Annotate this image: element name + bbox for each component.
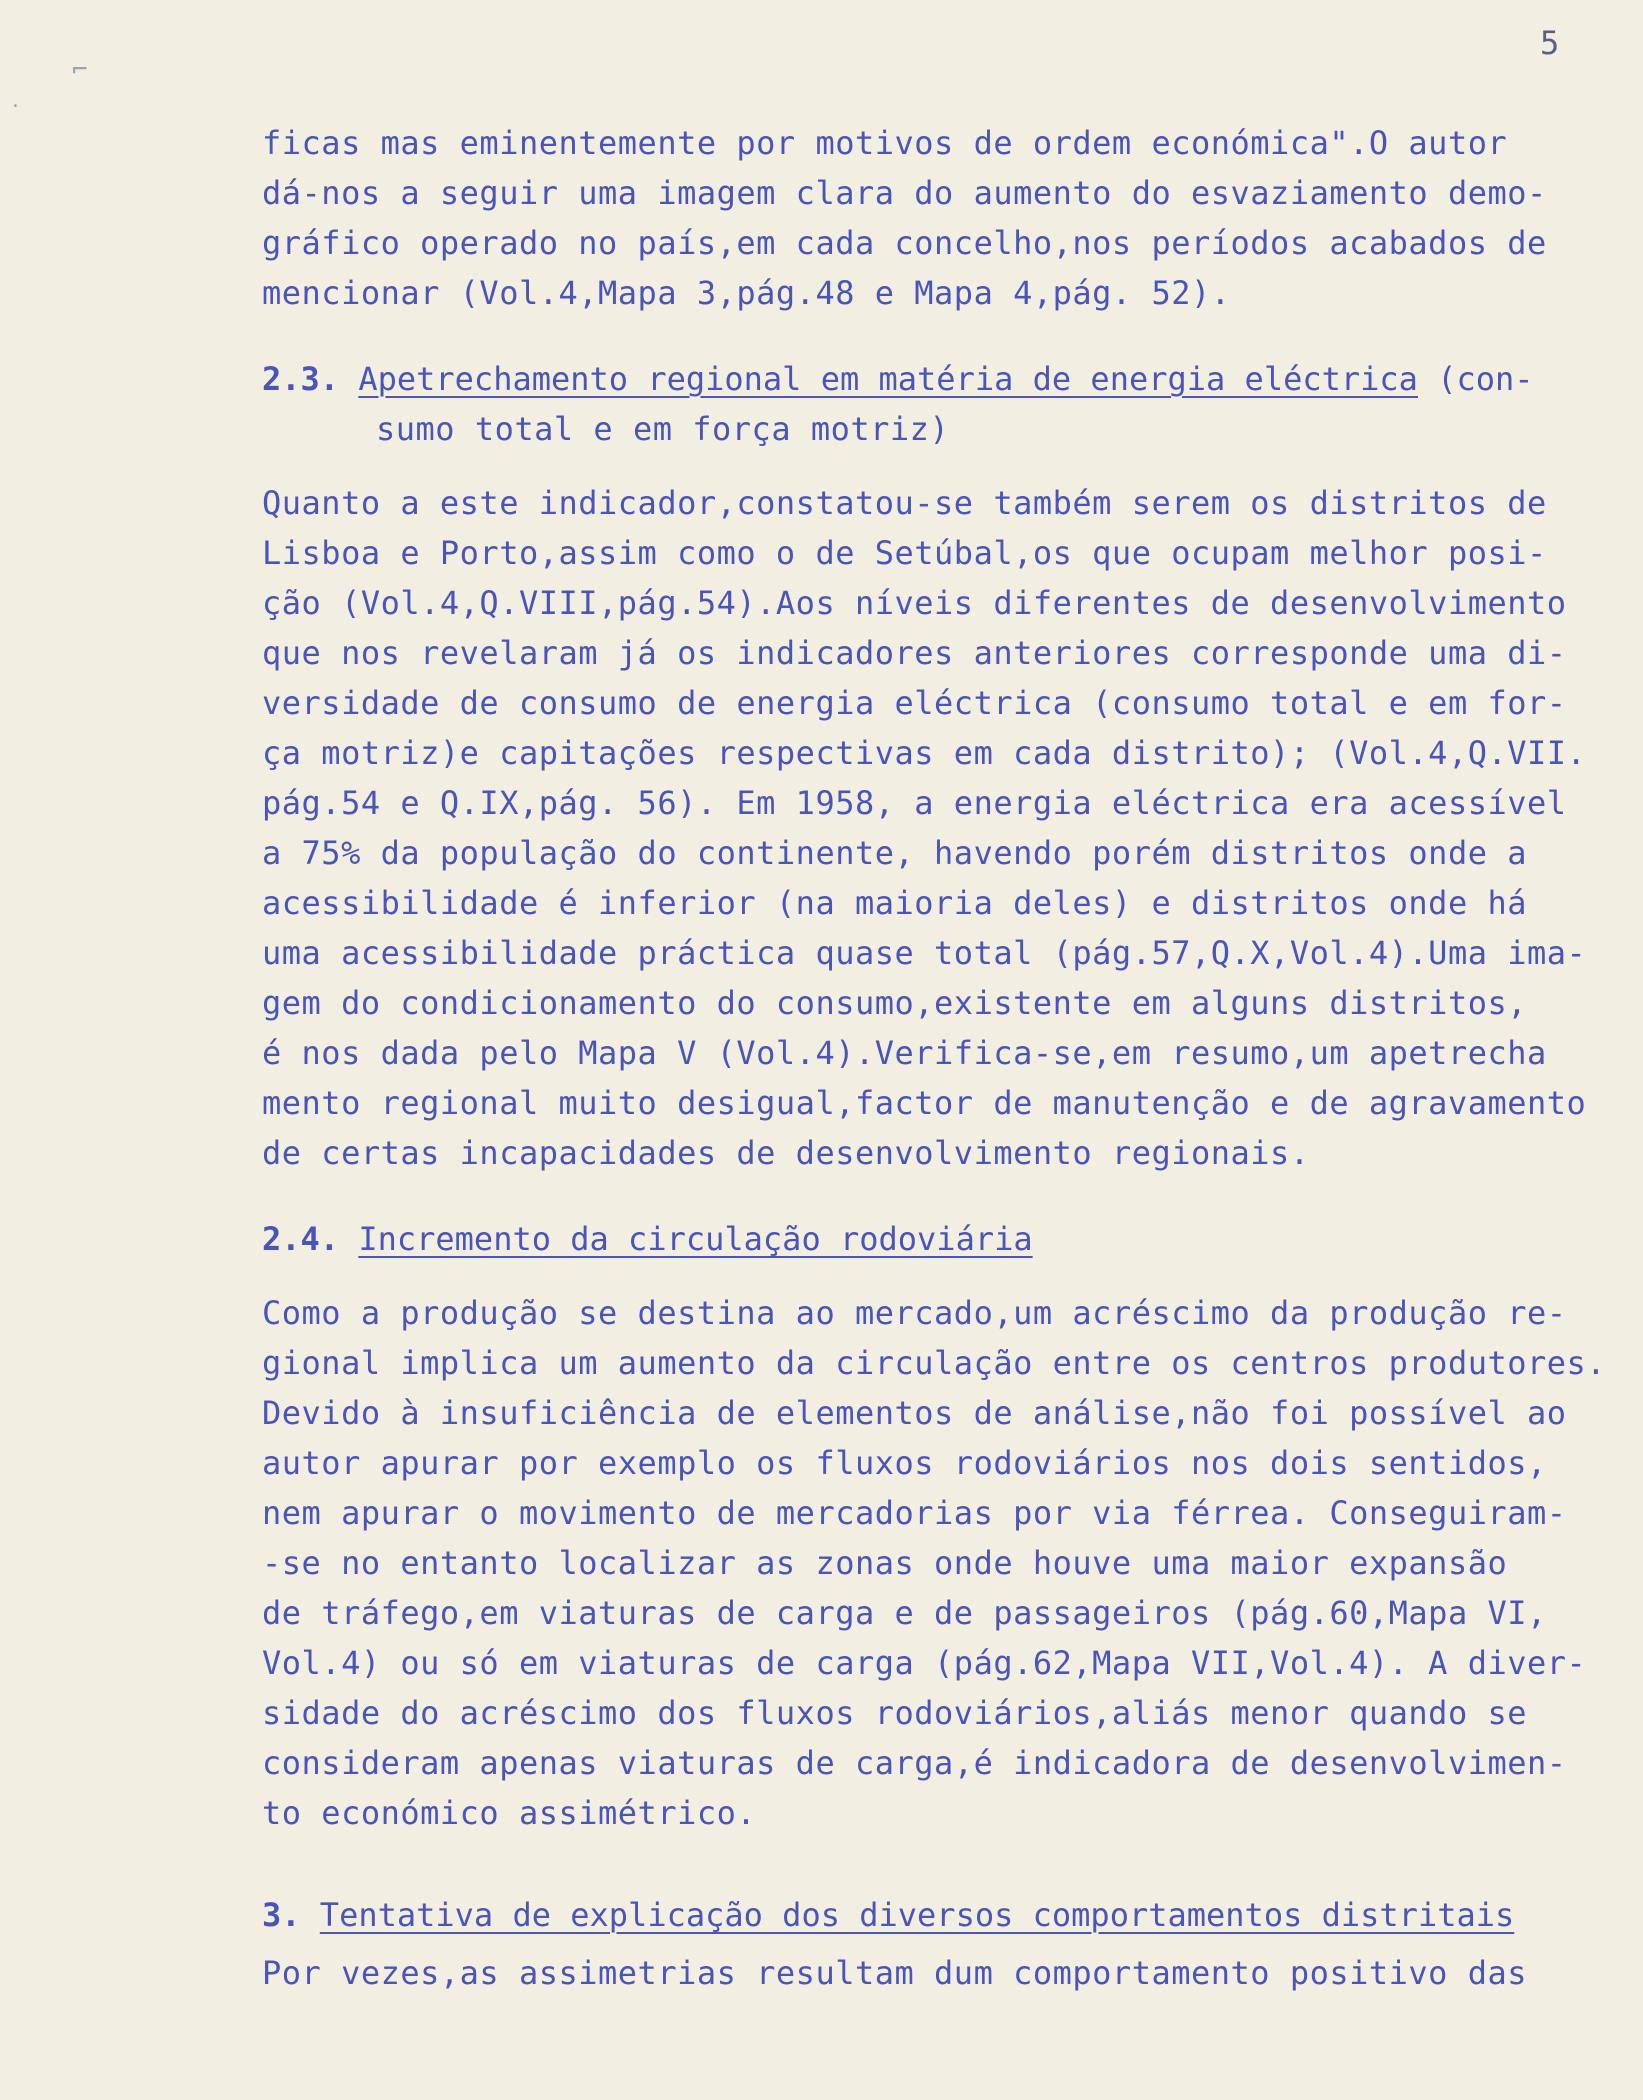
- text-line: -se no entanto localizar as zonas onde houve uma maior expansão: [262, 1544, 1508, 1582]
- text-line: Vol.4) ou só em viaturas de carga (pág.62,Mapa VII,Vol.4). A diver-: [262, 1644, 1587, 1682]
- section-number: 2.3.: [262, 360, 340, 398]
- section-title-continuation: sumo total e em força motriz): [376, 410, 950, 448]
- text-line: ção (Vol.4,Q.VIII,pág.54).Aos níveis diferentes de desenvolvimento: [262, 584, 1567, 622]
- text-line: de tráfego,em viaturas de carga e de passageiros (pág.60,Mapa VI,: [262, 1594, 1547, 1632]
- text-line: to económico assimétrico.: [262, 1794, 757, 1832]
- section-title: Tentativa de explicação dos diversos comportamentos distritais: [319, 1896, 1515, 1934]
- text-line: consideram apenas viaturas de carga,é indicadora de desenvolvimen-: [262, 1744, 1567, 1782]
- text-line: Como a produção se destina ao mercado,um acréscimo da produção re-: [262, 1294, 1567, 1332]
- text-line: gem do condicionamento do consumo,existente em alguns distritos,: [262, 984, 1527, 1022]
- section-number: 3.: [262, 1896, 301, 1934]
- pencil-mark: ·: [10, 96, 21, 117]
- section-title: Incremento da circulação rodoviária: [358, 1220, 1033, 1258]
- text-line: que nos revelaram já os indicadores anteriores corresponde uma di-: [262, 634, 1567, 672]
- section-3-body: [262, 1948, 1632, 1998]
- section-2-4-body: [262, 1288, 1632, 1838]
- text-line: Quanto a este indicador,constatou-se também serem os distritos de: [262, 484, 1547, 522]
- text-line: de certas incapacidades de desenvolvimento regionais.: [262, 1134, 1310, 1172]
- text-line: gional implica um aumento da circulação entre os centros produtores.: [262, 1344, 1607, 1382]
- section-title-rest: (con-: [1417, 360, 1534, 398]
- text-line: ça motriz)e capitações respectivas em cada distrito); (Vol.4,Q.VII.: [262, 734, 1587, 772]
- section-number: 2.4.: [262, 1220, 340, 1258]
- section-2-3-body: [262, 478, 1632, 1178]
- text-line: gráfico operado no país,em cada concelho,nos períodos acabados de: [262, 224, 1547, 262]
- text-line: a 75% da população do continente, havendo porém distritos onde a: [262, 834, 1527, 872]
- paragraph-1: [262, 118, 1632, 318]
- text-line: uma acessibilidade práctica quase total (pág.57,Q.X,Vol.4).Uma ima-: [262, 934, 1587, 972]
- text-line: versidade de consumo de energia eléctrica (consumo total e em for-: [262, 684, 1567, 722]
- section-heading-2-4: [262, 1214, 1632, 1264]
- text-line: dá-nos a seguir uma imagem clara do aumento do esvaziamento demo-: [262, 174, 1547, 212]
- text-line: pág.54 e Q.IX,pág. 56). Em 1958, a energia eléctrica era acessível: [262, 784, 1567, 822]
- section-heading-2-3: [262, 354, 1632, 404]
- pencil-mark: ⌐: [72, 55, 88, 85]
- section-heading-3: [262, 1890, 1632, 1940]
- text-line: mento regional muito desigual,factor de manutenção e de agravamento: [262, 1084, 1587, 1122]
- section-title: Apetrechamento regional em matéria de energia eléctrica: [358, 360, 1418, 398]
- text-line: ficas mas eminentemente por motivos de ordem económica".O autor: [262, 124, 1508, 162]
- text-line: sidade do acréscimo dos fluxos rodoviários,aliás menor quando se: [262, 1694, 1527, 1732]
- text-line: é nos dada pelo Mapa V (Vol.4).Verifica-se,em resumo,um apetrecha: [262, 1034, 1547, 1072]
- text-line: nem apurar o movimento de mercadorias por via férrea. Conseguiram-: [262, 1494, 1567, 1532]
- document-body: [262, 118, 1632, 1998]
- page-number: 5: [1540, 24, 1560, 62]
- text-line: Por vezes,as assimetrias resultam dum comportamento positivo das: [262, 1954, 1527, 1992]
- text-line: acessibilidade é inferior (na maioria deles) e distritos onde há: [262, 884, 1527, 922]
- text-line: autor apurar por exemplo os fluxos rodoviários nos dois sentidos,: [262, 1444, 1547, 1482]
- text-line: Lisboa e Porto,assim como o de Setúbal,os que ocupam melhor posi-: [262, 534, 1547, 572]
- text-line: mencionar (Vol.4,Mapa 3,pág.48 e Mapa 4,pág. 52).: [262, 274, 1231, 312]
- text-line: Devido à insuficiência de elementos de análise,não foi possível ao: [262, 1394, 1567, 1432]
